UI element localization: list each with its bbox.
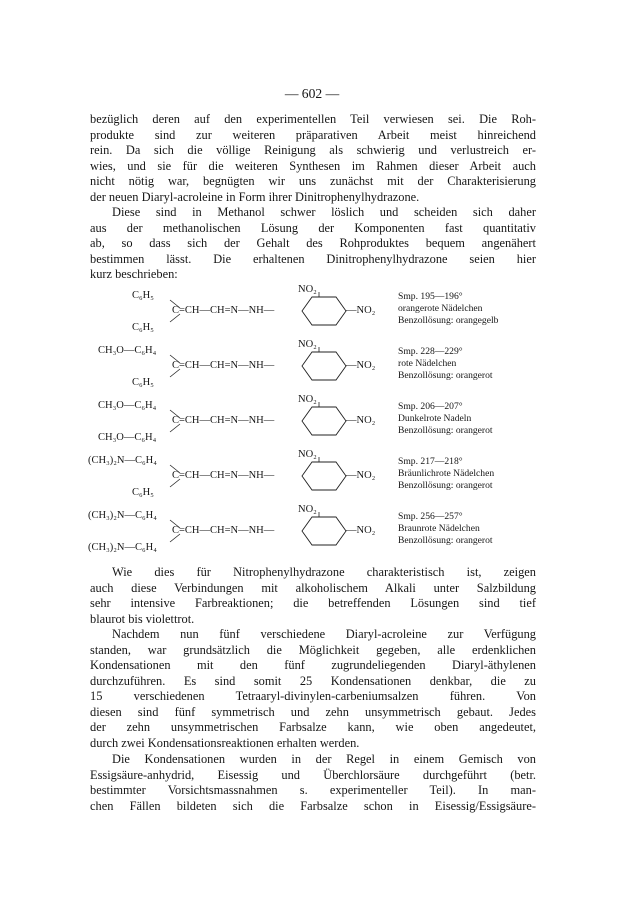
melting-point: Smp. 228—229° [398, 346, 463, 357]
solution-color: Benzollösung: orangegelb [398, 315, 499, 327]
text-line: Essigsäure-anhydrid, Eisessig und Überchlorsäure durchgeführt (betr. [90, 767, 536, 782]
substituent-top: CH₃O—C₆H₄ [98, 400, 157, 411]
text-line: durchzuführen. Es sind somit 25 Kondensationen denkbar, die zu [90, 673, 536, 688]
nitro-group-ortho: NO₂ [298, 504, 317, 515]
second-paragraph [90, 205, 536, 283]
substituent-bottom: C₆H₅ [132, 322, 154, 333]
text-line: der neuen Diaryl-acroleine in Form ihrer Dinitrophenylhydrazone. [90, 189, 420, 204]
text-line: durch zwei Kondensationsreaktionen erhalten werden. [90, 735, 360, 750]
intro-paragraph [90, 112, 536, 205]
chain-formula: C=CH—CH=N—NH— [172, 525, 275, 536]
compound-entry [90, 504, 536, 558]
compound-entry [90, 449, 536, 503]
text-line: aus der methanolischen Lösung der Komponenten fast quantitativ [90, 220, 536, 235]
text-line: bezüglich deren auf den experimentellen Teil verwiesen sei. Die Roh- [90, 112, 536, 126]
text-line: Die Kondensationen wurden in der Regel in einem Gemisch von [112, 752, 536, 766]
substituent-bottom: CH₃O—C₆H₄ [98, 432, 157, 443]
text-line: bestimmter Vorsichtsmassnahmen s. experimenteller Teil). In man- [90, 783, 536, 797]
solution-color: Benzollösung: orangerot [398, 370, 493, 382]
text-line: diesen sind fünf symmetrisch und zehn unsymmetrisch gebaut. Jedes [90, 704, 536, 719]
compound-entry [90, 394, 536, 448]
solution-color: Benzollösung: orangerot [398, 425, 493, 437]
text-line: ab, so dass sich der Gehalt des Rohproduktes bequem angenähert [90, 236, 536, 250]
solution-color: Benzollösung: orangerot [398, 480, 493, 492]
text-line: blaurot bis violettrot. [90, 611, 195, 626]
text-line: sehr intensive Farbreaktionen; die betreffenden Lösungen sind tief [90, 596, 536, 610]
crystal-description: Bräunlichrote Nädelchen [398, 468, 495, 480]
text-line: auch diese Verbindungen mit alkoholischem Alkali unter Salzbildung [90, 580, 536, 595]
nitro-group-ortho: NO₂ [298, 339, 317, 350]
nitro-group-ortho: NO₂ [298, 284, 317, 295]
compound-properties [398, 456, 538, 493]
substituent-bottom: C₆H₅ [132, 377, 154, 388]
chain-formula: C=CH—CH=N—NH— [172, 305, 275, 316]
text-line: Wie dies für Nitrophenylhydrazone charakteristisch ist, zeigen [112, 565, 536, 579]
nitro-group-para: —NO₂ [346, 525, 376, 536]
substituent-top: (CH₃)₂N—C₆H₄ [88, 510, 157, 521]
crystal-description: Braunrote Nädelchen [398, 523, 480, 535]
text-line: kurz beschrieben: [90, 267, 178, 281]
solution-color: Benzollösung: orangerot [398, 535, 493, 547]
paragraph-procedure [90, 752, 536, 814]
text-line: nicht nötig war, begnügten wir uns zunächst mit der Charakterisierung [90, 174, 536, 188]
text-line: rein. Da sich die völlige Reinigung als schwierig und verlustreich er- [90, 143, 536, 157]
page-number: — 602 — [284, 86, 340, 101]
text-line: chen Fällen bildeten sich die Farbsalze schon in Eisessig/Essigsäure- [90, 798, 536, 813]
nitro-group-para: —NO₂ [346, 305, 376, 316]
chain-formula: C=CH—CH=N—NH— [172, 360, 275, 371]
chain-formula: C=CH—CH=N—NH— [172, 470, 275, 481]
melting-point: Smp. 195—196° [398, 291, 463, 302]
text-line: bestimmen lässt. Die erhaltenen Dinitrophenylhydrazone seien hier [90, 251, 536, 266]
text-line: wies, und sie für die weiteren Synthesen im Rahmen dieser Arbeit auch [90, 158, 536, 173]
crystal-description: orangerote Nädelchen [398, 303, 483, 315]
paragraph-color-reactions [90, 565, 536, 627]
substituent-top: CH₃O—C₆H₄ [98, 345, 157, 356]
nitro-group-ortho: NO₂ [298, 449, 317, 460]
substituent-top: C₆H₅ [132, 290, 154, 301]
crystal-description: rote Nädelchen [398, 358, 457, 370]
text-line: Kondensationen mit den fünf zugrundeliegenden Diaryl-äthylenen [90, 658, 536, 672]
text-line: standen, war grundsätzlich die Möglichkeit gegeben, alle erdenklichen [90, 642, 536, 657]
text-line: Nachdem nun fünf verschiedene Diaryl-acroleine zur Verfügung [112, 627, 536, 641]
compound-table [90, 284, 536, 560]
compound-entry [90, 339, 536, 393]
melting-point: Smp. 256—257° [398, 511, 463, 522]
compound-properties [398, 346, 538, 383]
melting-point: Smp. 206—207° [398, 401, 463, 412]
compound-properties [398, 401, 538, 438]
substituent-bottom: C₆H₅ [132, 487, 154, 498]
text-line: Diese sind in Methanol schwer löslich und scheiden sich daher [112, 205, 536, 219]
text-line: der zehn unsymmetrischen Farbsalze kann, wie oben angedeutet, [90, 720, 536, 734]
paragraph-condensations [90, 627, 536, 751]
nitro-group-para: —NO₂ [346, 360, 376, 371]
text-line: 15 verschiedenen Tetraaryl-divinylen-carbeniumsalzen führen. Von [90, 689, 536, 703]
compound-properties [398, 291, 538, 328]
melting-point: Smp. 217—218° [398, 456, 463, 467]
substituent-top: (CH₃)₂N—C₆H₄ [88, 455, 157, 466]
nitro-group-para: —NO₂ [346, 470, 376, 481]
chain-formula: C=CH—CH=N—NH— [172, 415, 275, 426]
compound-entry [90, 284, 536, 338]
nitro-group-para: —NO₂ [346, 415, 376, 426]
compound-properties [398, 511, 538, 548]
substituent-bottom: (CH₃)₂N—C₆H₄ [88, 542, 157, 553]
text-line: produkte sind zur weiteren präparativen Arbeit meist hinreichend [90, 127, 536, 142]
nitro-group-ortho: NO₂ [298, 394, 317, 405]
crystal-description: Dunkelrote Nadeln [398, 413, 472, 425]
